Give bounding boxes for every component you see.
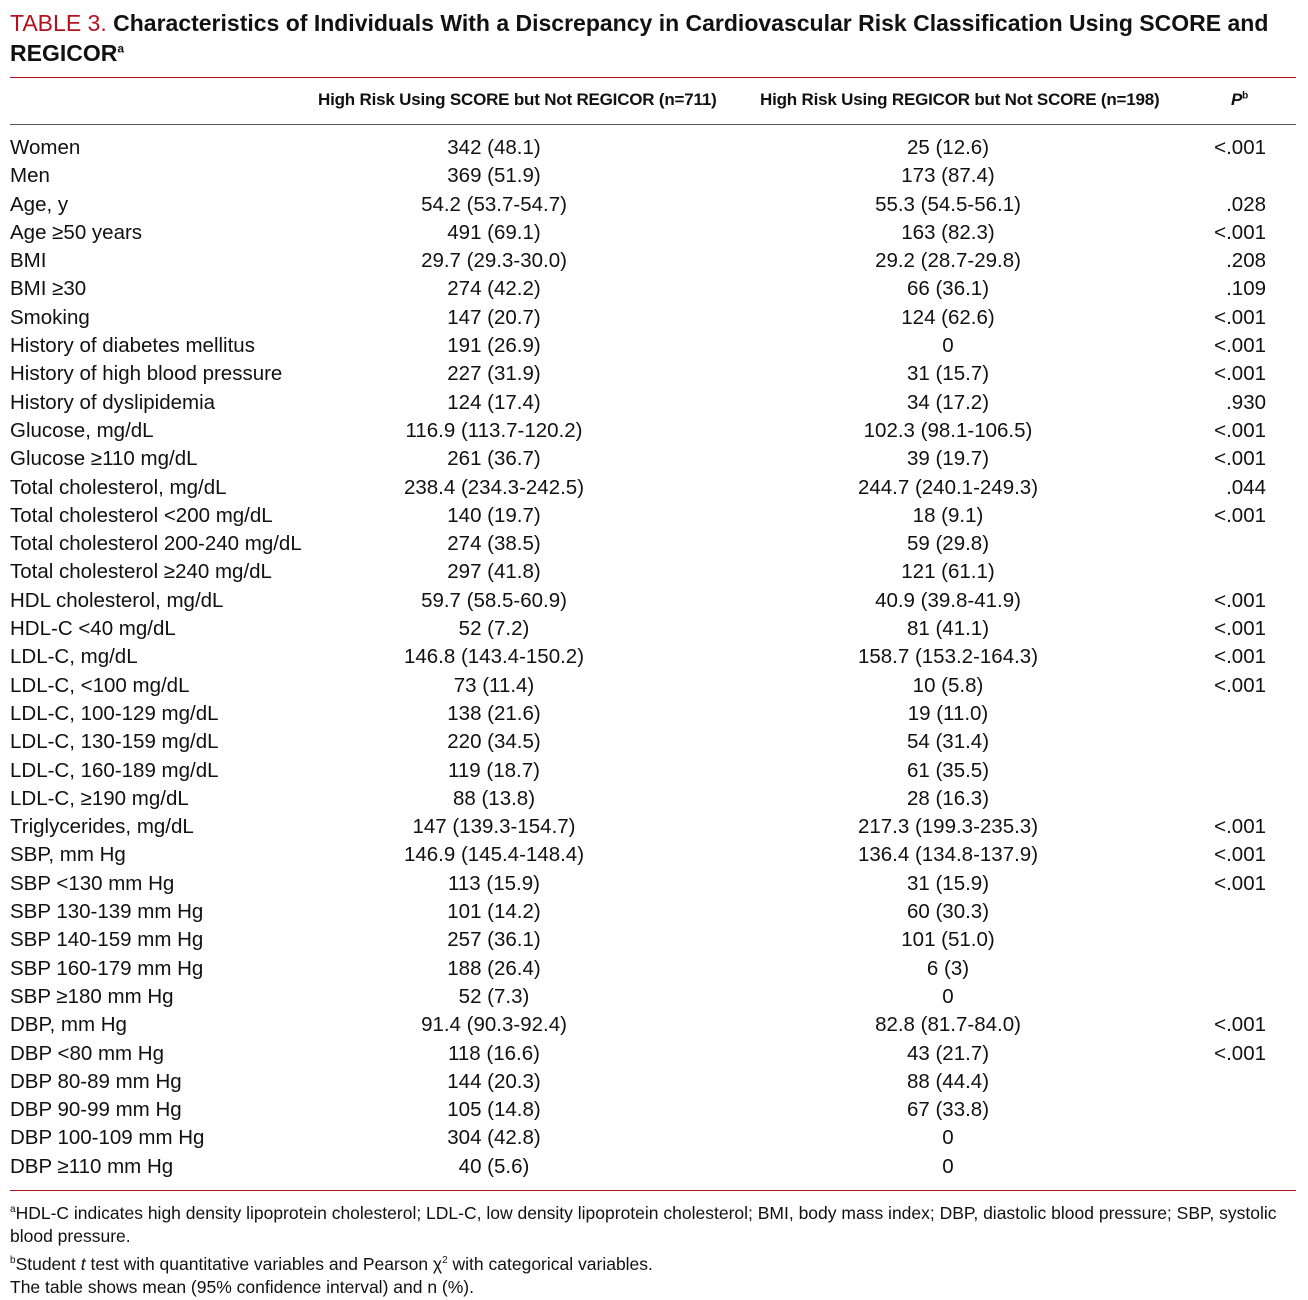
cell-score: 220 (34.5) [447, 730, 541, 754]
cell-p-value: <.001 [1214, 645, 1266, 669]
cell-p-value: <.001 [1214, 815, 1266, 839]
cell-regicor: 136.4 (134.8-137.9) [857, 843, 1039, 867]
table-row [10, 728, 1296, 756]
cell-regicor: 34 (17.2) [906, 390, 990, 414]
table-row [10, 1153, 1296, 1181]
cell-score: 147 (139.3-154.7) [412, 815, 576, 839]
cell-score: 40 (5.6) [458, 1154, 530, 1178]
cell-score: 146.9 (145.4-148.4) [403, 843, 585, 867]
row-label: LDL-C, mg/dL [10, 645, 138, 669]
row-label: History of dyslipidemia [10, 390, 216, 414]
cell-score: 101 (14.2) [447, 900, 541, 924]
row-label: SBP <130 mm Hg [10, 871, 175, 895]
row-label: SBP 160-179 mm Hg [10, 956, 204, 980]
cell-regicor: 19 (11.0) [907, 701, 989, 725]
cell-p-value: <.001 [1214, 503, 1266, 527]
cell-regicor: 10 (5.8) [912, 673, 984, 697]
table-footnotes [10, 1198, 1300, 1300]
cell-p-value: .109 [1226, 277, 1266, 301]
cell-score: 238.4 (234.3-242.5) [403, 475, 585, 499]
cell-regicor: 217.3 (199.3-235.3) [857, 815, 1039, 839]
cell-regicor: 43 (21.7) [906, 1041, 990, 1065]
cell-p-value: <.001 [1214, 673, 1266, 697]
row-label: DBP 80-89 mm Hg [10, 1069, 182, 1093]
table-row [10, 304, 1296, 332]
row-label: History of diabetes mellitus [10, 334, 255, 358]
cell-score: 88 (13.8) [452, 786, 536, 810]
cell-score: 274 (42.2) [447, 277, 541, 301]
cell-score: 227 (31.9) [447, 362, 541, 386]
table-row [10, 870, 1296, 898]
cell-score: 118 (16.6) [448, 1041, 540, 1065]
table-row [10, 841, 1296, 869]
row-label: Age ≥50 years [10, 220, 143, 244]
cell-score: 261 (36.7) [447, 447, 541, 471]
cell-score: 274 (38.5) [447, 532, 541, 556]
row-label: History of high blood pressure [10, 362, 283, 386]
row-label: SBP 130-139 mm Hg [10, 900, 204, 924]
cell-score: 146.8 (143.4-150.2) [403, 645, 585, 669]
table-row [10, 332, 1296, 360]
cell-p-value: .044 [1226, 475, 1266, 499]
table-row [10, 530, 1296, 558]
column-header-p-label: P [1231, 90, 1243, 109]
row-label: SBP 140-159 mm Hg [10, 928, 204, 952]
cell-regicor: 124 (62.6) [901, 305, 995, 329]
table-row [10, 643, 1296, 671]
table-row [10, 785, 1296, 813]
table-number: TABLE 3. [10, 10, 107, 36]
table-title [10, 8, 1300, 68]
title-footnote-marker: a [117, 41, 125, 56]
table-row [10, 502, 1296, 530]
row-label: LDL-C, 130-159 mg/dL [10, 730, 219, 754]
row-label: Total cholesterol <200 mg/dL [10, 503, 273, 527]
table-row [10, 757, 1296, 785]
cell-regicor: 0 [942, 334, 954, 358]
cell-regicor: 54 (31.4) [906, 730, 990, 754]
cell-regicor: 158.7 (153.2-164.3) [857, 645, 1039, 669]
footnote-b-text-3: with categorical variables. [447, 1253, 653, 1274]
cell-score: 73 (11.4) [453, 673, 535, 697]
cell-regicor: 61 (35.5) [906, 758, 990, 782]
cell-score: 119 (18.7) [448, 758, 540, 782]
cell-p-value: <.001 [1214, 418, 1266, 442]
row-label: Total cholesterol 200-240 mg/dL [10, 532, 302, 556]
cell-regicor: 121 (61.1) [901, 560, 995, 584]
cell-regicor: 101 (51.0) [901, 928, 995, 952]
table-row [10, 926, 1296, 954]
table-row [10, 275, 1296, 303]
footnote-b-text-2: test with quantitative variables and Pearson χ [85, 1253, 443, 1274]
cell-regicor: 29.2 (28.7-29.8) [875, 249, 1021, 273]
footnote-a-marker: a [10, 1204, 16, 1215]
row-label: BMI [10, 249, 47, 273]
cell-p-value: <.001 [1214, 136, 1266, 159]
cell-p-value: <.001 [1214, 220, 1266, 244]
cell-p-value: <.001 [1214, 1013, 1266, 1037]
table-row [10, 134, 1296, 162]
footnote-b [10, 1249, 1300, 1276]
cell-score: 491 (69.1) [447, 220, 541, 244]
table-row [10, 219, 1296, 247]
table-row [10, 1068, 1296, 1096]
cell-p-value: <.001 [1214, 362, 1266, 386]
cell-regicor: 40.9 (39.8-41.9) [875, 588, 1021, 612]
cell-score: 124 (17.4) [447, 390, 541, 414]
cell-p-value: <.001 [1214, 871, 1266, 895]
cell-regicor: 0 [942, 1126, 954, 1150]
cell-score: 59.7 (58.5-60.9) [421, 588, 567, 612]
row-label: LDL-C, ≥190 mg/dL [10, 786, 189, 810]
table-row [10, 1040, 1296, 1068]
cell-score: 191 (26.9) [447, 334, 541, 358]
row-label: Triglycerides, mg/dL [10, 815, 194, 839]
cell-score: 113 (15.9) [448, 871, 540, 895]
footnote-b-square: 2 [442, 1254, 448, 1266]
cell-regicor: 102.3 (98.1-106.5) [863, 418, 1033, 442]
cell-score: 369 (51.9) [447, 164, 541, 188]
cell-score: 257 (36.1) [447, 928, 541, 952]
row-label: LDL-C, 160-189 mg/dL [10, 758, 219, 782]
table-row [10, 445, 1296, 473]
cell-p-value: <.001 [1214, 447, 1266, 471]
cell-p-value: <.001 [1214, 305, 1266, 329]
row-label: LDL-C, <100 mg/dL [10, 673, 190, 697]
footer-divider [10, 1190, 1296, 1191]
cell-regicor: 18 (9.1) [912, 503, 984, 527]
table-row [10, 247, 1296, 275]
table-row [10, 1011, 1296, 1039]
cell-score: 54.2 (53.7-54.7) [421, 192, 567, 216]
column-header-p [1231, 90, 1248, 110]
cell-regicor: 60 (30.3) [906, 900, 990, 924]
cell-regicor: 31 (15.7) [906, 362, 990, 386]
cell-score: 29.7 (29.3-30.0) [421, 249, 567, 273]
cell-p-value: <.001 [1214, 1041, 1266, 1065]
footnote-a [10, 1198, 1300, 1249]
cell-score: 116.9 (113.7-120.2) [405, 418, 583, 442]
table-row [10, 898, 1296, 926]
cell-p-value: <.001 [1214, 617, 1266, 641]
table-row [10, 1124, 1296, 1152]
cell-regicor: 25 (12.6) [906, 136, 990, 159]
row-label: DBP 90-99 mm Hg [10, 1098, 182, 1122]
cell-regicor: 163 (82.3) [901, 220, 995, 244]
cell-score: 138 (21.6) [447, 701, 541, 725]
cell-regicor: 55.3 (54.5-56.1) [875, 192, 1021, 216]
cell-regicor: 82.8 (81.7-84.0) [875, 1013, 1021, 1037]
cell-score: 140 (19.7) [447, 503, 541, 527]
row-label: SBP, mm Hg [10, 843, 126, 867]
row-label: Age, y [10, 192, 69, 216]
row-label: BMI ≥30 [10, 277, 87, 301]
title-divider [10, 77, 1296, 78]
table-row [10, 558, 1296, 586]
cell-p-value: <.001 [1214, 588, 1266, 612]
cell-score: 52 (7.2) [458, 617, 530, 641]
footnote-a-text: HDL-C indicates high density lipoprotein cholesterol; LDL-C, low density lipoprotein cholesterol; BMI, body mass index; DBP, diastolic blood pressure; SBP, systolic blood pressure. [10, 1202, 1277, 1247]
row-label: DBP, mm Hg [10, 1013, 127, 1037]
cell-regicor: 81 (41.1) [906, 617, 990, 641]
table-row [10, 983, 1296, 1011]
row-label: Glucose ≥110 mg/dL [10, 447, 198, 471]
table-row [10, 1096, 1296, 1124]
row-label: Glucose, mg/dL [10, 418, 154, 442]
row-label: DBP <80 mm Hg [10, 1041, 165, 1065]
cell-regicor: 39 (19.7) [906, 447, 990, 471]
cell-p-value: <.001 [1214, 334, 1266, 358]
cell-score: 297 (41.8) [447, 560, 541, 584]
cell-regicor: 59 (29.8) [906, 532, 990, 556]
column-header-score: High Risk Using SCORE but Not REGICOR (n=711) [318, 90, 717, 109]
cell-regicor: 6 (3) [926, 956, 970, 980]
row-label: Total cholesterol ≥240 mg/dL [10, 560, 272, 584]
cell-score: 91.4 (90.3-92.4) [421, 1013, 567, 1037]
cell-regicor: 0 [942, 984, 954, 1008]
row-label: Men [10, 164, 50, 188]
table-row [10, 955, 1296, 983]
table-row [10, 360, 1296, 388]
table-body [10, 134, 1296, 1181]
cell-regicor: 31 (15.9) [906, 871, 990, 895]
cell-score: 105 (14.8) [447, 1098, 541, 1122]
footnote-c: The table shows mean (95% confidence interval) and n (%). [10, 1277, 474, 1298]
cell-score: 342 (48.1) [447, 136, 541, 159]
cell-regicor: 88 (44.4) [906, 1069, 990, 1093]
cell-p-value: <.001 [1214, 843, 1266, 867]
cell-p-value: .028 [1226, 192, 1266, 216]
cell-regicor: 28 (16.3) [906, 786, 990, 810]
cell-regicor: 0 [942, 1154, 954, 1178]
table-title-text: Characteristics of Individuals With a Discrepancy in Cardiovascular Risk Classification Using SCORE and REGICOR [10, 10, 1269, 66]
cell-regicor: 67 (33.8) [906, 1098, 990, 1122]
row-label: HDL-C <40 mg/dL [10, 617, 176, 641]
cell-p-value: .208 [1226, 249, 1266, 273]
table-row [10, 813, 1296, 841]
footnote-b-t: t [80, 1253, 86, 1274]
table-row [10, 672, 1296, 700]
column-header-regicor: High Risk Using REGICOR but Not SCORE (n=198) [760, 90, 1160, 109]
row-label: Smoking [10, 305, 90, 329]
footnote-b-text-1: Student [15, 1253, 81, 1274]
row-label: Women [10, 136, 81, 159]
table-row [10, 587, 1296, 615]
cell-regicor: 66 (36.1) [906, 277, 990, 301]
row-label: SBP ≥180 mm Hg [10, 984, 174, 1008]
header-divider [10, 124, 1296, 125]
cell-score: 52 (7.3) [458, 984, 530, 1008]
row-label: HDL cholesterol, mg/dL [10, 588, 224, 612]
table-row [10, 615, 1296, 643]
row-label: LDL-C, 100-129 mg/dL [10, 701, 219, 725]
table-row [10, 474, 1296, 502]
cell-score: 144 (20.3) [447, 1069, 541, 1093]
table-row [10, 389, 1296, 417]
table-row [10, 417, 1296, 445]
cell-score: 188 (26.4) [447, 956, 541, 980]
table-row [10, 191, 1296, 219]
table-row [10, 162, 1296, 190]
row-label: Total cholesterol, mg/dL [10, 475, 227, 499]
column-header-p-footnote: b [1242, 90, 1249, 102]
cell-regicor: 244.7 (240.1-249.3) [857, 475, 1039, 499]
table-row [10, 700, 1296, 728]
row-label: DBP 100-109 mm Hg [10, 1126, 205, 1150]
cell-score: 304 (42.8) [447, 1126, 541, 1150]
cell-score: 147 (20.7) [447, 305, 541, 329]
row-label: DBP ≥110 mm Hg [10, 1154, 174, 1178]
cell-p-value: .930 [1226, 390, 1266, 414]
footnote-b-marker: b [10, 1254, 16, 1266]
cell-regicor: 173 (87.4) [901, 164, 995, 188]
